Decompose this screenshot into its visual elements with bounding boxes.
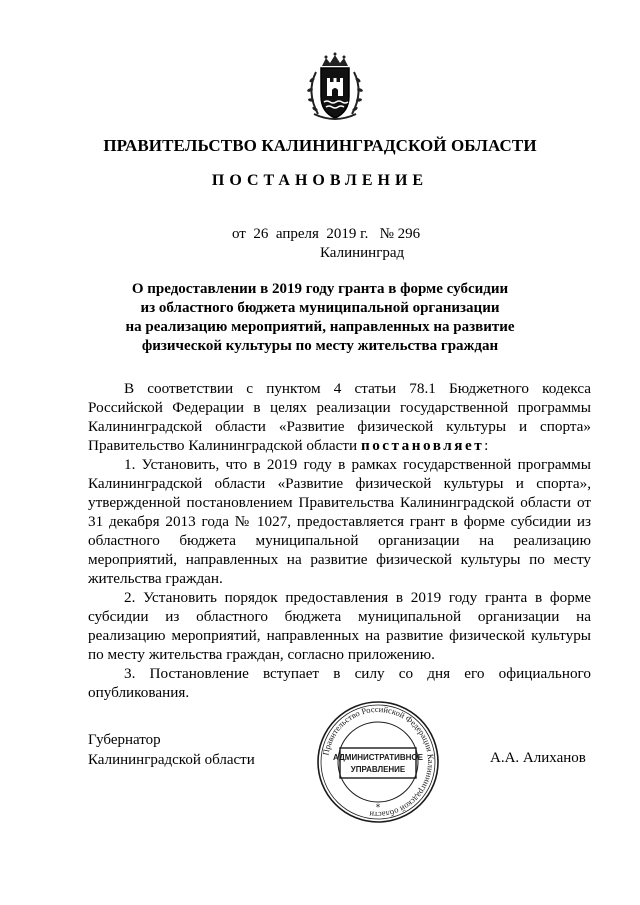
document-body [88, 379, 591, 702]
seal-star-icon: * [375, 803, 381, 813]
city-name: Калининград [320, 245, 405, 261]
decree-word: постановляет [360, 437, 485, 454]
government-name: ПРАВИТЕЛЬСТВО КАЛИНИНГРАДСКОЙ ОБЛАСТИ [103, 136, 537, 155]
signer-position [88, 730, 255, 770]
date-line [232, 226, 420, 243]
date-year: 2019 г. [326, 226, 369, 242]
title-line: физической культуры по месту жительства граждан [141, 338, 499, 354]
official-seal [316, 700, 440, 824]
document-type: ПОСТАНОВЛЕНИЕ [211, 172, 429, 189]
document-title [100, 280, 540, 356]
seal-center-line2: УПРАВЛЕНИЕ [350, 765, 406, 774]
document-number: № 296 [379, 226, 421, 242]
clause-paragraph: 2. Установить порядок предоставления в 2019 году гранта в форме субсидии из областного бюджета муниципальной организации на реализацию мероприятий, направленных на развитие физической культуры по месту жительства граждан, согласно приложению. [88, 589, 591, 663]
seal-center-line1: АДМИНИСТРАТИВНОЕ [333, 753, 423, 762]
signer-title: Губернатор [88, 732, 161, 748]
signer-name: А.А. Алиханов [490, 750, 586, 766]
coat-of-arms-emblem [296, 52, 374, 122]
title-line: О предоставлении в 2019 году гранта в форме субсидии [131, 281, 509, 297]
clause-paragraph: 1. Установить, что в 2019 году в рамках государственной программы Калининградской области «Развитие физической культуры и спорта», утвержденной постановлением Правительства Калининградской области от 31 декабря 2013 года № 1027, предоставляется грант в форме субсидии из областного бюджета муниципальной организации на реализацию мероприятий, направленных на развитие физической культуры по месту жительства граждан. [88, 456, 591, 587]
preamble-paragraph [88, 379, 591, 455]
decree-colon: : [484, 437, 489, 454]
title-line: из областного бюджета муниципальной организации [140, 300, 500, 316]
title-line: на реализацию мероприятий, направленных на развитие [125, 319, 515, 335]
date-prefix: от [232, 226, 246, 242]
signer-region: Калининградской области [88, 752, 255, 768]
date-month: апреля [275, 226, 319, 242]
preamble-text: В соответствии с пунктом 4 статьи 78.1 Бюджетного кодекса Российской Федерации в целях реализации государственной программы Калининградской области «Развитие физической культуры и спорта» Правительство Калининградской области [88, 380, 591, 454]
clause-paragraph: 3. Постановление вступает в силу со дня его официального опубликования. [88, 665, 591, 701]
date-day: 26 [253, 226, 269, 242]
seal-ring-text: Правительство Российской Федерации Калининградской области [320, 703, 437, 821]
